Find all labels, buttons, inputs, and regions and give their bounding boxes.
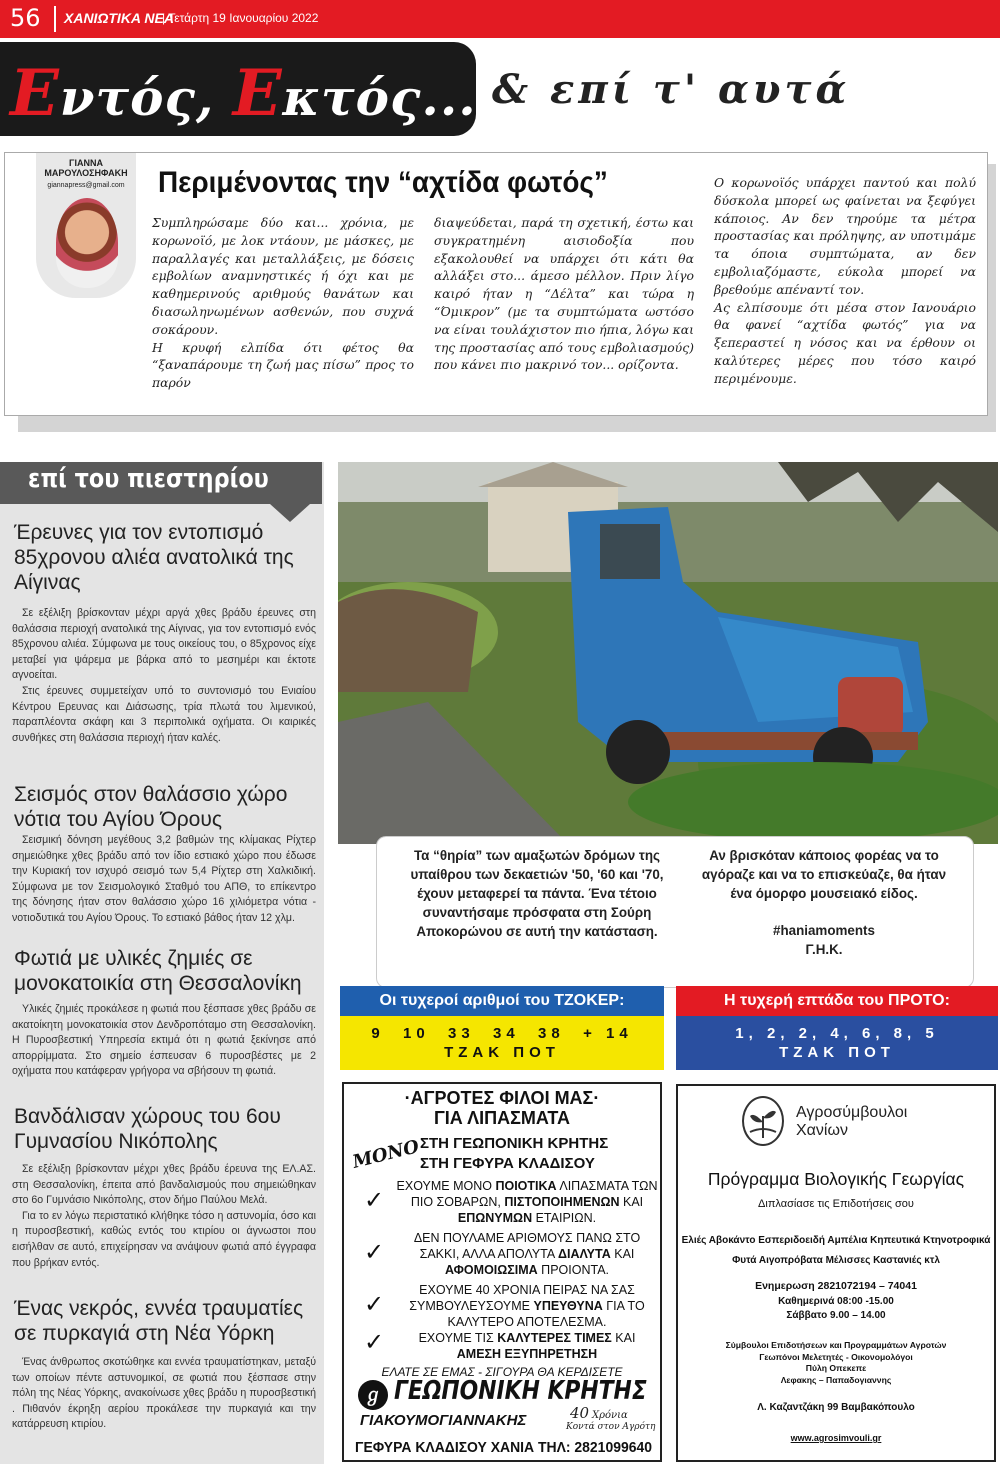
author-name: ΓΙΑΝΝΑ ΜΑΡΟΥΛΟΣΗΦΑΚΗ [44,158,128,178]
news-body: Σε εξέλιξη βρίσκονταν μέχρι χθες βράδυ έρευνα της ΕΛ.ΑΣ. στη Θεσσαλονίκη, έπειτα από βανδαλισμούς που σημειώθηκαν στο 6ο Γυμνάσιο Νικόπολης, στον δήμο Παύλου Μελά. Για το εν λόγω περιστατικό κλήθηκε τόσο η αστυνομία, όσο και η πυροσβεστική, καθώς εντός του κτιρίου οι άγνωστοι που εισήλθαν σε αυτό, επιχείρησαν να ανάψουν φωτιά από έγγραφα που βρήκαν εντός. [12,1163,316,1269]
sidebar-title: επί του πιεστηρίου [28,464,269,494]
news-title: Σεισμός στον θαλάσσιο χώρο νότια του Αγίου Όρους [14,783,288,831]
ad-address: ΓΕΦΥΡΑ ΚΛΑΔΙΣΟΥ ΧΑΝΙΑ ΤΗΛ: 2821099640 [355,1439,652,1456]
news-body: Υλικές ζημιές προκάλεσε η φωτιά που ξέσπασε χθες βράδυ σε ακατοίκητη μονοκατοικία στον Δενδροπόταμο στη Θεσσαλονίκη. Η Πυροσβεστική Υπηρεσία εκτιμά ότι η φωτιά ξεκίνησε από απορρίμματα. Στο σημείο έσπευσαν 6 πυροσβέστες με 2 οχήματα που κατάφεραν γρήγορα να σβήσουν τη φωτιά. [12,1003,316,1078]
photo-credit: Γ.Η.Κ. [805,942,843,957]
column-text-2: διαψεύδεται, παρά τη σχετική, έστω και συγκρατημένη αισιοδοξία που εξακολουθεί να υπάρχει ότι κάτι θα αλλάξει στο... άμεσο μέλλον. Πριν λίγο καιρό ήταν η “Δέλτα” και τώρα η “Όμικρον” (με τα συμπτώματα ωστόσο να είναι τουλάχιστον πιο ήπια, λόγω και της προστασίας από τους εμβολιασμούς) που κάνει πιο μακρινό τον... ορίζοντα. [434,215,694,373]
proto-title: Η τυχερή επτάδα του ΠΡΟΤΟ: [676,986,998,1016]
truck-photo [338,462,998,844]
hours-saturday: Σάββατο 9.00 – 14.00 [786,1310,886,1321]
joker-jackpot: ΤΖΑΚ ΠΟΤ [444,1044,560,1061]
author-avatar [56,198,118,288]
proto-jackpot: ΤΖΑΚ ΠΟΤ [779,1044,895,1061]
ad-mono: ΜΟΝΟ [350,1136,422,1173]
joker-title: Οι τυχεροί αριθμοί του ΤΖΟΚΕΡ: [340,986,664,1016]
advisors-list: Σύμβουλοι Επιδοτήσεων και Προγραμμάτων Αγροτών Γεωπόνοι Μελετητές - Οικονομολόγοι Πύλη Οπεκεπε Λεφακης – Παπαδογιαννης [725,1340,947,1385]
checkmark-icon: ✓ [364,1291,385,1318]
ad-years-text: Χρόνια [592,1410,628,1421]
news-body: Σεισμική δόνηση μεγέθους 3,2 βαθμών της κλίμακας Ρίχτερ σημειώθηκε χθες βράδυ από τον ίδιο εστιακό χώρο που έδωσε την Κυριακή τον ισχυρό σεισμό των 5,4 Ρίχτερ στη Χαλκιδική. Σύμφωνα με τον Σεισμολογικό Σταθμό του ΑΠΘ, το επίκεντρο της δόνησης ήταν στον θαλάσσιο χώρο 16 χιλιόμετρα νότια - νοτιοδυτικά του Αγίου Όρους. Το εστιακό βάθος ήταν 12 χλμ. [12,834,316,924]
column-text-3: Ο κορωνοϊός υπάρχει παντού και πολύ δύσκολα μπορεί ως φαίνεται να ξεφύγει κάποιος. Αν δεν τηρούμε τα μέτρα προστασίας και πρόληψης, αν υποτιμάμε τα όποια συμπτώματα, αν δεν εμβολιαζόμαστε, εύκολα μπορεί να βρεθούμε απέναντί τον. Ας ελπίσουμε ότι μέσα στον Ιανουάριο θα φανεί “αχτίδα φωτός” για να ξεπεραστεί η νόσος και να έρθουν οι καλύτερες μέρες που τόσο καιρό περιμένουμε. [714,175,976,386]
ad-headline: ·ΑΓΡΟΤΕΣ ΦΙΛΟΙ ΜΑΣ· ΓΙΑ ΛΙΠΑΣΜΑΤΑ [404,1088,600,1128]
checkmark-icon: ✓ [364,1329,385,1356]
photo-caption-left: Τα “θηρία” των αμαξωτών δρόμων της υπαίθρου των δεκαετιών '50, '60 και '70, έχουν μεταφερεί τα πάντα. Ένα τέτοιο συναντήσαμε πρόσφατα στη Σούρη Αποκορώνου σε αυτή την κατάσταση. [410,848,664,939]
program-title: Πρόγραμμα Βιολογικής Γεωργίας [707,1169,965,1189]
brand-name: Αγροσύμβουλοι Χανίων [796,1104,908,1139]
ad-bullet-3: ΕΧΟΥΜΕ 40 ΧΡΟΝΙΑ ΠΕΙΡΑΣ ΝΑ ΣΑΣ ΣΥΜΒΟΥΛΕΥΣΟΥΜΕ ΥΠΕΥΘΥΝΑ ΓΙΑ ΤΟ ΚΑΛΥΤΕΡΟ ΑΠΟΤΕΛΕΣΜΑ. [409,1283,645,1329]
ad-tagline: ΕΛΑΤΕ ΣΕ ΕΜΑΣ - ΣΙΓΟΥΡΑ ΘΑ ΚΕΡΔΙΣΕΤΕ [381,1365,623,1379]
joker-numbers: 9 10 33 34 38 + 14 [371,1025,633,1042]
ad-logo-name: ΓΕΩΠΟΝΙΚΗ ΚΡΗΤΗΣ [394,1376,647,1406]
website-link[interactable]: www.agrosimvouli.gr [790,1433,882,1443]
news-title: Βανδάλισαν χώρους του 6ου Γυμνασίου Νικόπολης [14,1105,281,1153]
geoponiki-logo-icon: ℊ [358,1380,388,1410]
info-phone[interactable]: Ενημερωση 2821072194 – 74041 [755,1280,917,1292]
photo-caption-right: Αν βρισκόταν κάποιος φορέας να το αγόραζε και να το επισκεύαζε, θα ήταν ένα όμορφο μουσειακό είδος. [701,848,947,901]
author-email[interactable]: giannapress@gmail.com [47,182,125,189]
news-body: Ένας άνθρωπος σκοτώθηκε και εννέα τραυματίστηκαν, μεταξύ των οποίων πέντε αστυνομικοί, σε φωτιά που ξέσπασε στην πόλη της Νέας Υόρκης, ανακοίνωσε χθες βράδυ η πυροσβεστική . Πιθανόν έκρηξη αερίου προκάλεσε την πυρκαγιά και την κατάρρευση κτιρίου. [12,1356,316,1431]
subsidy-text: Διπλασίασε τις Επιδοτήσεις σου [758,1198,914,1210]
news-body: Σε εξέλιξη βρίσκονταν μέχρι αργά χθες βράδυ έρευνες στη θαλάσσια περιοχή ανατολικά της Αίγινας, για τον εντοπισμό ενός 85χρονου αλιέα. Σύμφωνα με τους οικείους του, ο 85χρονος είχε μεταβεί για ψάρεμα με βάρκα από το μεσημέρι και έκτοτε αγνοείται. Στις έρευνες συμμετείχαν υπό το συντονισμό του Ενιαίου Κέντρου Ερευνας και Διάσωσης, τρία πλωτά του λιμενικού, παραπλέοντα σκάφη και 3 περιπολικά οχήματα. Οι καιρικές συνθήκες στη θαλάσσια περιοχή ήταν καλές. [12,607,316,744]
ad-right-address: Λ. Καζαντζάκη 99 Βαμβακόπουλο [757,1402,915,1413]
ad-years-num: 40 [570,1404,590,1422]
hours-weekday: Καθημερινά 08:00 -15.00 [778,1296,894,1307]
column-text-1: Συμπληρώσαμε δύο και... χρόνια, με κορωνοϊό, με λοκ ντάουν, με μάσκες, με παραλλαγές και μεταλλάξεις, με δόσεις εμβολίων αναμνηστικές ή όχι και με καθημερινούς αριθμούς θανάτων και διασωληνωμένων ασθενών, που συχνά σοκάρουν. Η κρυφή ελπίδα ότι φέτος θα “ξαναπάρουμε τη ζωή μας πίσω” προς το παρόν [152,215,414,391]
news-title: Έρευνες για τον εντοπισμό 85χρονου αλιέα ανατολικά της Αίγινας [14,521,294,594]
sprout-logo-icon [742,1096,784,1146]
column-headline: Περιμένοντας την “αχτίδα φωτός” [158,166,608,199]
newspaper-name: ΧΑΝΙΩΤΙΚΑ ΝΕΑ [64,10,174,26]
checkmark-icon: ✓ [364,1187,385,1214]
issue-date: | Τετάρτη 19 Ιανουαρίου 2022 [162,11,319,25]
news-title: Φωτιά με υλικές ζημιές σε μονοκατοικία στη Θεσσαλονίκη [14,947,302,995]
ad-bullet-1: ΕΧΟΥΜΕ ΜΟΝΟ ΠΟΙΟΤΙΚΑ ΛΙΠΑΣΜΑΤΑ ΤΩΝ ΠΙΟ ΣΟΒΑΡΩΝ, ΠΙΣΤΟΠΟΙΗΜΕΝΩΝ ΚΑΙ ΕΠΩΝΥΜΩΝ ΕΤΑΙΡΙΩΝ. [396,1179,658,1225]
section-title: Εντός, Εκτός... [10,56,477,131]
page-number: 56 [10,4,41,32]
ad-years-sub: Κοντά στον Αγρότη [566,1422,656,1432]
ad-bullet-4: ΕΧΟΥΜΕ ΤΙΣ ΚΑΛΥΤΕΡΕΣ ΤΙΜΕΣ ΚΑΙ ΑΜΕΣΗ ΕΞΥΠΗΡΕΤΗΣΗ [418,1331,636,1361]
ad-stores: ΣΤΗ ΓΕΩΠΟΝΙΚΗ ΚΡΗΤΗΣ ΣΤΗ ΓΕΦΥΡΑ ΚΛΑΔΙΣΟΥ [420,1135,609,1172]
truck-illustration [338,462,998,844]
top-bar-divider [54,6,56,32]
checkmark-icon: ✓ [364,1239,385,1266]
ad-owner: ΓΙΑΚΟΥΜΟΓΙΑΝΝΑΚΗΣ [360,1412,527,1429]
photo-hashtag[interactable]: #haniamoments [773,923,875,938]
ad-bullet-2: ΔΕΝ ΠΟΥΛΑΜΕ ΑΡΙΘΜΟΥΣ ΠΑΝΩ ΣΤΟ ΣΑΚΚΙ, ΑΛΛΑ ΑΠΟΛΥΤΑ ΔΙΑΛΥΤΑ ΚΑΙ ΑΦΟΜΟΙΩΣΙΜΑ ΠΡΟΙΟΝΤΑ. [413,1231,641,1277]
crops-list: Ελιές Αβοκάντο Εσπεριδοειδή Αμπέλια Κηπευτικά Κτηνοτροφικά Φυτά Αιγοπρόβατα Μέλισσες Καστανιές κτλ [681,1235,991,1266]
news-title: Ένας νεκρός, εννέα τραυματίες σε πυρκαγιά στη Νέα Υόρκη [14,1297,304,1345]
proto-numbers: 1, 2, 2, 4, 6, 8, 5 [735,1025,939,1042]
section-subtitle: & επί τ' αυτά [492,66,851,113]
